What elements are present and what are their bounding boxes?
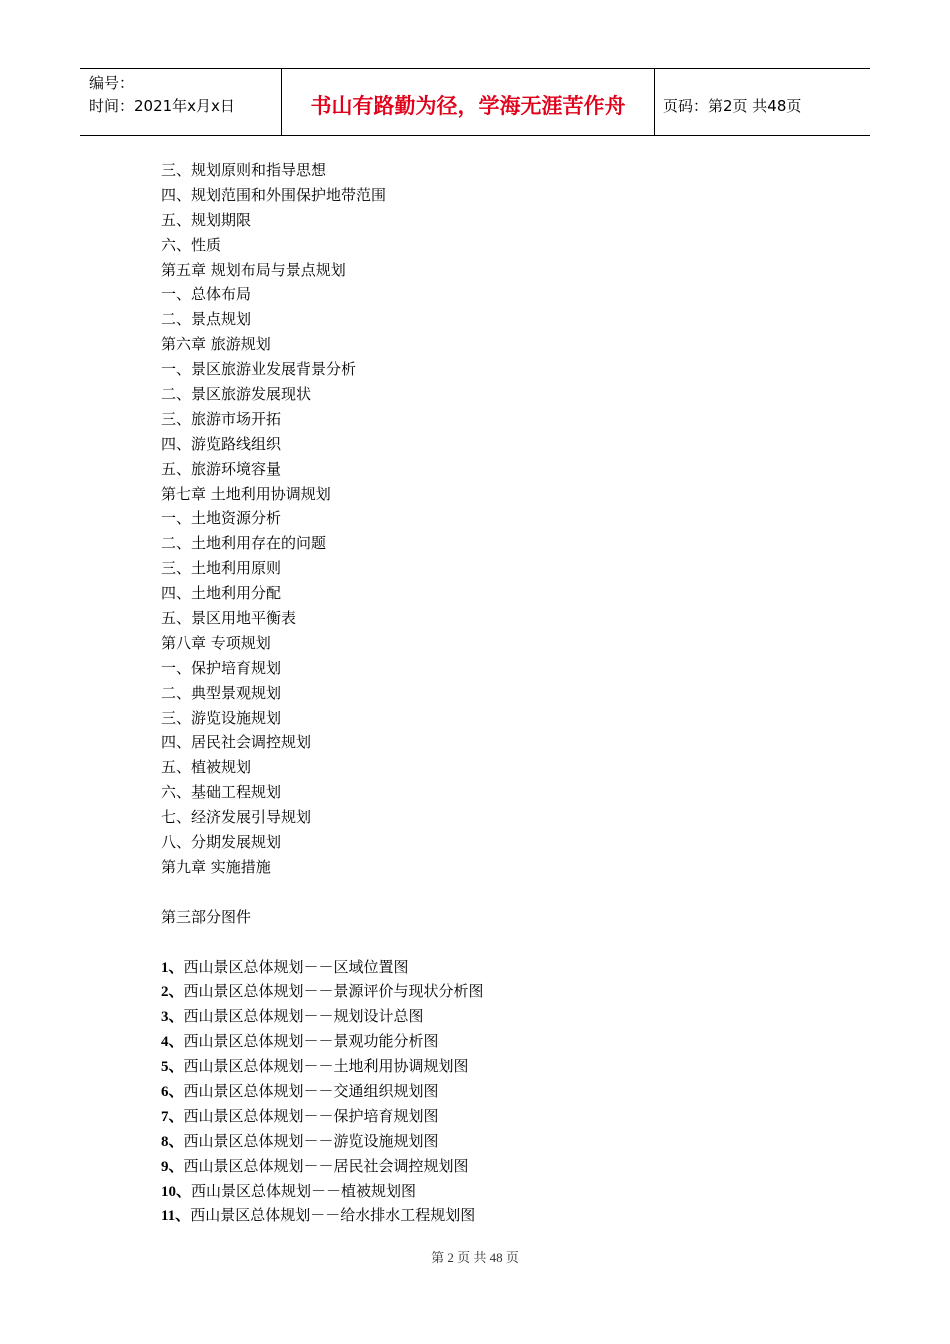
toc-line: 二、典型景观规划	[161, 683, 282, 702]
figure-item	[161, 1029, 484, 1054]
figure-number: 7、	[161, 1108, 184, 1125]
figure-title: 西山景区总体规划－－规划设计总图	[183, 1007, 424, 1026]
toc-line: 八、分期发展规划	[161, 833, 282, 852]
toc-line: 第七章 土地利用协调规划	[161, 484, 331, 503]
toc-line: 一、景区旅游业发展背景分析	[161, 360, 357, 379]
figure-item	[161, 1004, 484, 1029]
figure-item	[161, 1154, 484, 1179]
toc-line: 二、景区旅游发展现状	[161, 385, 312, 404]
toc-line: 四、规划范围和外围保护地带范围	[161, 185, 387, 204]
figure-title: 西山景区总体规划－－景源评价与现状分析图	[183, 982, 484, 1001]
toc-line: 三、土地利用原则	[161, 559, 282, 578]
figure-title: 西山景区总体规划－－给水排水工程规划图	[190, 1206, 476, 1225]
figure-item	[161, 979, 484, 1004]
toc-line: 一、保护培育规划	[161, 658, 282, 677]
figure-item	[161, 1179, 484, 1204]
table-of-contents	[161, 158, 484, 1228]
toc-line: 三、游览设施规划	[161, 708, 282, 727]
toc-line: 七、经济发展引导规划	[161, 808, 312, 827]
part3-title: 第三部分图件	[161, 907, 252, 926]
spacer	[161, 930, 484, 955]
toc-section-list	[161, 158, 484, 880]
figure-item	[161, 1129, 484, 1154]
toc-line: 第八章 专项规划	[161, 633, 271, 652]
figure-number: 1、	[161, 959, 184, 976]
toc-line: 第六章 旅游规划	[161, 335, 271, 354]
toc-line: 二、土地利用存在的问题	[161, 534, 327, 553]
toc-line: 五、旅游环境容量	[161, 459, 282, 478]
toc-line: 一、总体布局	[161, 285, 252, 304]
figure-item	[161, 1104, 484, 1129]
figure-title: 西山景区总体规划－－游览设施规划图	[183, 1131, 439, 1150]
header-time-label: 时间：2021年x月x日	[89, 97, 235, 115]
toc-line: 三、旅游市场开拓	[161, 409, 282, 428]
figure-number: 6、	[161, 1083, 184, 1100]
figure-number: 8、	[161, 1133, 184, 1150]
toc-line: 第五章 规划布局与景点规划	[161, 260, 346, 279]
toc-line: 五、景区用地平衡表	[161, 609, 297, 628]
figure-title: 西山景区总体规划－－土地利用协调规划图	[183, 1057, 469, 1076]
figure-number: 9、	[161, 1158, 184, 1175]
figure-item	[161, 1079, 484, 1104]
figure-number: 2、	[161, 984, 184, 1001]
figure-number: 11、	[161, 1208, 191, 1225]
header-meta	[80, 69, 281, 135]
toc-line: 六、性质	[161, 235, 222, 254]
toc-line: 五、规划期限	[161, 210, 252, 229]
figure-title: 西山景区总体规划－－植被规划图	[191, 1181, 417, 1200]
toc-line: 二、景点规划	[161, 310, 252, 329]
header-page-label: 页码：第2页 共48页	[663, 96, 802, 115]
toc-line: 四、居民社会调控规划	[161, 733, 312, 752]
figure-title: 西山景区总体规划－－交通组织规划图	[183, 1081, 439, 1100]
figure-title: 西山景区总体规划－－区域位置图	[183, 957, 409, 976]
figure-title: 西山景区总体规划－－居民社会调控规划图	[183, 1156, 469, 1175]
toc-line: 三、规划原则和指导思想	[161, 161, 327, 179]
figure-number: 10、	[161, 1183, 192, 1200]
toc-line: 四、土地利用分配	[161, 584, 282, 603]
figure-item	[161, 1203, 484, 1228]
toc-line: 六、基础工程规划	[161, 783, 282, 802]
header-code-label: 编号：	[89, 74, 135, 92]
toc-line: 第九章 实施措施	[161, 857, 271, 876]
header-motto: 书山有路勤为径，学海无涯苦作舟	[281, 69, 655, 135]
figure-number: 4、	[161, 1034, 184, 1051]
figure-title: 西山景区总体规划－－保护培育规划图	[183, 1106, 439, 1125]
page-header	[80, 68, 870, 136]
page-footer: 第 2 页 共 48 页	[431, 1250, 519, 1265]
figure-list	[161, 955, 484, 1229]
toc-line: 一、土地资源分析	[161, 509, 282, 528]
toc-line: 五、植被规划	[161, 758, 252, 777]
figure-item	[161, 955, 484, 980]
figure-number: 3、	[161, 1009, 184, 1026]
spacer	[161, 880, 484, 905]
figure-item	[161, 1054, 484, 1079]
toc-line: 四、游览路线组织	[161, 434, 282, 453]
figure-number: 5、	[161, 1059, 184, 1076]
figure-title: 西山景区总体规划－－景观功能分析图	[183, 1032, 439, 1051]
